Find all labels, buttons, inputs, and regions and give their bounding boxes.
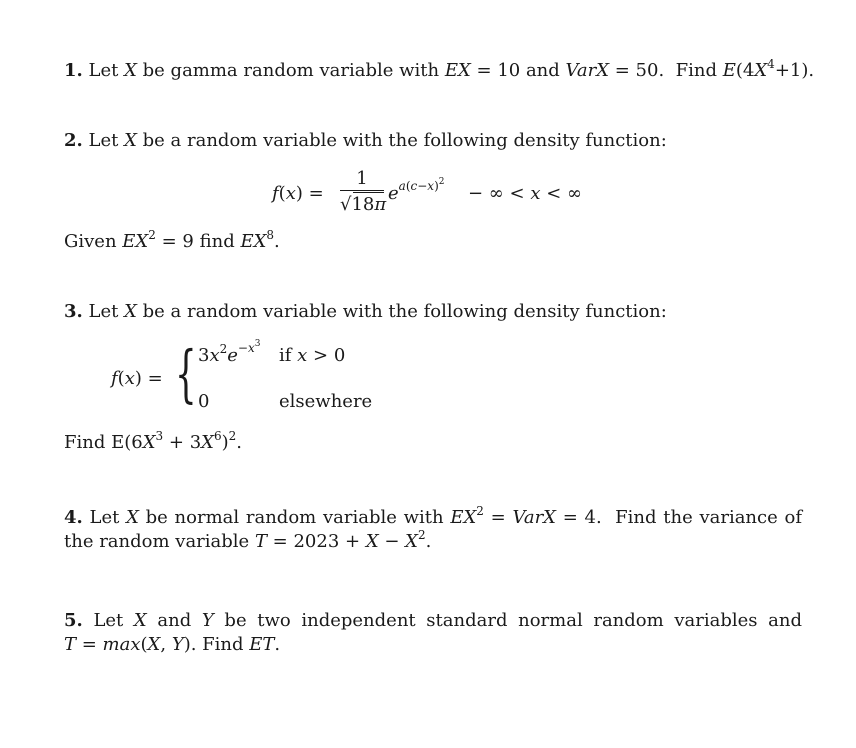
problem-3-number: 3. — [64, 301, 83, 322]
problem-3-task: Find $E(6X^3 + 3X^6)^2$. — [64, 429, 243, 453]
left-brace-icon: { — [175, 337, 197, 410]
problem-2-exponential: $e^{a(c-x)^2}$ — [388, 177, 445, 204]
problem-2-given: Given $EX^2 = 9$ find $EX^8$. — [64, 228, 280, 252]
problem-1 — [64, 57, 815, 82]
problem-3-formula-lhs: f(x) = — [111, 368, 163, 389]
problem-3-case1-expr: $3x^2e^{-x^3}$ — [198, 339, 261, 366]
problem-3-case2-expr: 0 — [198, 391, 210, 412]
problem-1-text: Let X be gamma random variable with EX = 10 and VarX = 50. Find $E(4X^4+1)$. — [88, 57, 815, 81]
problem-2-numerator: 1 — [356, 168, 368, 189]
problem-2-intro — [64, 130, 667, 152]
fraction-bar — [340, 190, 384, 191]
problem-2-range: − ∞ < x < ∞ — [468, 183, 583, 204]
problem-4-number: 4. — [64, 507, 83, 528]
problem-3-intro-text: Let X be a random variable with the following density function: — [88, 301, 667, 322]
problem-2-intro-text: Let X be a random variable with the following density function: — [88, 130, 667, 151]
problem-2-formula-lhs: f(x) = — [272, 183, 324, 204]
problem-5-line-2: T = max(X, Y). Find ET. — [64, 634, 281, 655]
problem-3-case2-cond: elsewhere — [279, 391, 373, 412]
problem-5-line-1: 5. Let X and Y be two independent standard normal random variables and — [64, 610, 802, 631]
problem-5-number: 5. — [64, 610, 83, 631]
problem-4-line-1: 4. Let X be normal random variable with $EX^2$ = VarX = 4. Find the variance of — [64, 504, 802, 528]
problem-2-denominator: √18π — [340, 194, 387, 215]
problem-1-number: 1. — [64, 60, 83, 81]
sqrt-vinculum — [353, 192, 384, 193]
problem-3-intro — [64, 301, 667, 323]
problem-2-fraction — [340, 168, 388, 220]
problem-2-number: 2. — [64, 130, 83, 151]
problem-4-line-2: the random variable $T = 2023 + X - X^2$. — [64, 528, 432, 552]
problem-3-case1-cond: if x > 0 — [279, 345, 346, 366]
